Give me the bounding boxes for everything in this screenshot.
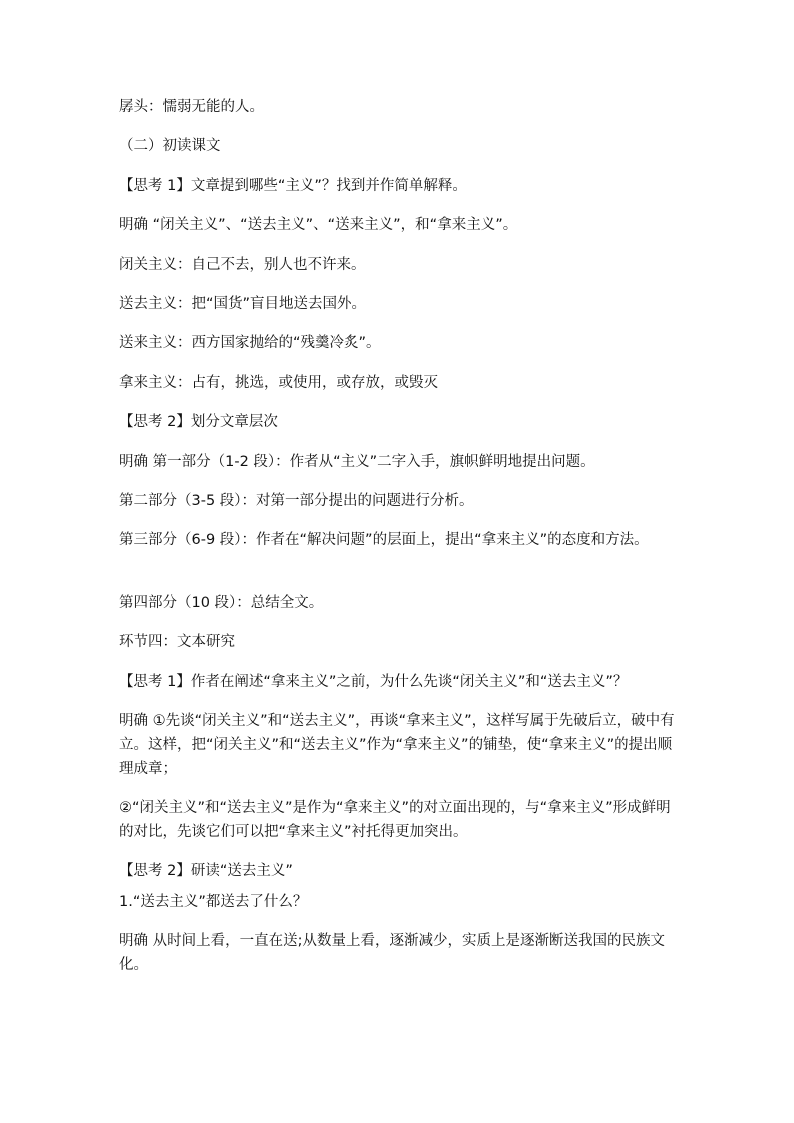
structure-part-3: 第三部分（6-9 段）：作者在“解决问题”的层面上，提出“拿来主义”的态度和方法。	[119, 532, 649, 548]
section-heading-text-study: 环节四：文本研究	[119, 634, 235, 650]
structure-part-1: 明确 第一部分（1-2 段）：作者从“主义”二字入手，旗帜鲜明地提出问题。	[119, 454, 595, 470]
study-question-1-heading: 【思考 1】作者在阐述“拿来主义”之前，为什么先谈“闭关主义”和“送去主义”？	[119, 674, 628, 690]
structure-part-2: 第二部分（3-5 段）：对第一部分提出的问题进行分析。	[119, 493, 474, 509]
definition-send-out: 送去主义：把“国货”盲目地送去国外。	[119, 296, 367, 312]
structure-part-4: 第四部分（10 段）：总结全文。	[119, 595, 324, 611]
definition-take-in: 拿来主义：占有，挑选，或使用，或存放，或毁灭	[119, 375, 438, 391]
study-answer-1-point-2: ②“闭关主义”和“送去主义”是作为“拿来主义”的对立面出现的，与“拿来主义”形成鲜明的对比，先谈它们可以把“拿来主义”衬托得更加突出。	[119, 800, 671, 840]
question-2-heading: 【思考 2】划分文章层次	[119, 414, 278, 430]
question-1-heading: 【思考 1】文章提到哪些“主义”？找到并作简单解释。	[119, 178, 467, 194]
study-answer-2: 明确 从时间上看，一直在送;从数量上看，逐渐减少，实质上是逐渐断送我国的民族文化。	[119, 933, 665, 973]
study-subquestion-1: 1.“送去主义”都送去了什么？	[119, 894, 308, 910]
definition-sent-in: 送来主义：西方国家抛给的“残羹冷炙”。	[119, 335, 381, 351]
paragraph-ruantou-definition: 孱头：懦弱无能的人。	[119, 99, 264, 115]
study-answer-1-point-1: 明确 ①先谈“闭关主义”和“送去主义”，再谈“拿来主义”，这样写属于先破后立，破中有立。这样，把“闭关主义”和“送去主义”作为“拿来主义”的铺垫，使“拿来主义”的提出顺理成章；	[119, 713, 675, 777]
section-heading-first-reading: （二）初读课文	[119, 138, 221, 154]
answer-1-intro: 明确 “闭关主义”、“送去主义”、“送来主义”，和“拿来主义”。	[119, 217, 518, 233]
study-question-2-heading: 【思考 2】研读“送去主义”	[119, 863, 293, 879]
definition-closed-door: 闭关主义：自己不去，别人也不许来。	[119, 257, 366, 273]
